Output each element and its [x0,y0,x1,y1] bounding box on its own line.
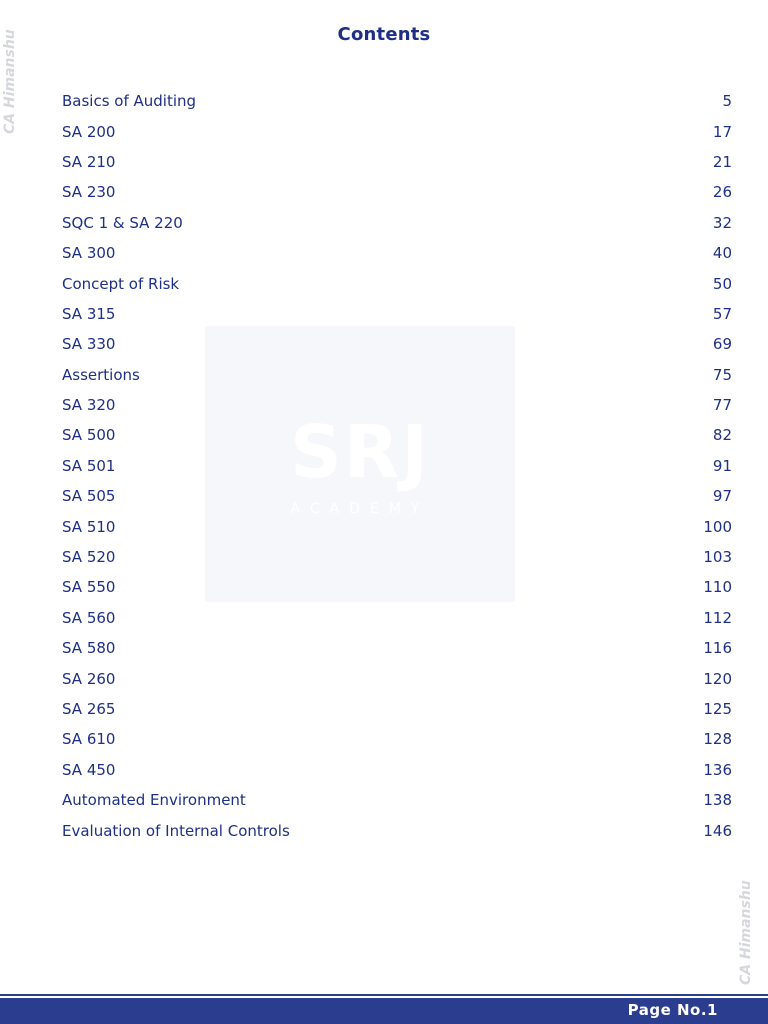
toc-entry[interactable] [62,815,732,845]
toc-entry-page: 112 [703,608,732,627]
side-watermark-right: CA Himanshu [738,880,754,985]
toc-entry-page: 103 [703,548,732,567]
toc-entry-page: 17 [712,122,732,141]
toc-entry[interactable] [62,390,732,420]
toc-entry[interactable] [62,360,732,390]
toc-entry-page: 128 [703,730,732,749]
toc-entry[interactable] [62,694,732,724]
toc-entry-page: 57 [712,304,732,323]
toc-entry[interactable] [62,511,732,541]
toc-entry[interactable] [62,147,732,177]
toc-entry[interactable] [62,208,732,238]
side-watermark-left: CA Himanshu [2,29,18,134]
toc-entry[interactable] [62,633,732,663]
toc-entry-page: 116 [703,639,732,658]
toc-entry-page: 125 [703,700,732,718]
toc-entry-page: 100 [703,517,732,536]
toc-entry-label: SA 550 [62,578,116,597]
toc-entry-page: 50 [712,274,732,293]
toc-entry[interactable] [62,785,732,815]
toc-entry-label: Evaluation of Internal Controls [62,821,290,840]
toc-entry-page: 32 [712,213,732,232]
footer-rule [0,994,768,996]
toc-entry[interactable] [62,177,732,207]
toc-entry[interactable] [62,481,732,511]
toc-entry-label: SA 200 [62,122,116,141]
toc-entry[interactable] [62,542,732,572]
toc-entry-label: Assertions [62,365,140,384]
page-title: Contents [337,24,431,45]
toc-entry-label: SA 450 [62,760,116,779]
footer-bar [0,998,768,1024]
toc-entry-label: SA 260 [62,669,116,688]
toc-entry-page: 120 [703,669,732,688]
toc-entry-label: SA 330 [62,335,116,354]
toc-entry-page: 21 [712,152,732,171]
toc-entry[interactable] [62,663,732,693]
toc-entry-page: 146 [703,821,732,840]
toc-entry[interactable] [62,116,732,146]
toc-entry-page: 97 [712,487,732,506]
toc-entry[interactable] [62,603,732,633]
toc-entry[interactable] [62,572,732,602]
toc-entry-page: 91 [712,456,732,475]
toc-entry-page: 26 [712,183,732,202]
toc-entry-label: SA 580 [62,639,116,658]
toc-entry-label: SA 210 [62,152,116,171]
toc-entry-label: SA 520 [62,548,116,567]
toc-entry-label: Concept of Risk [62,274,180,293]
toc-entry-page: 110 [703,578,732,597]
toc-entry[interactable] [62,268,732,298]
toc-entry-page: 136 [703,760,732,779]
watermark-sub-text: ACADEMY [290,501,430,517]
toc-entry[interactable] [62,755,732,785]
toc-entry[interactable] [62,299,732,329]
toc-entry-label: SA 500 [62,426,116,445]
toc-entry-label: SA 230 [62,183,116,202]
toc-entry-label: SA 300 [62,244,116,263]
toc-entry-label: SA 320 [62,396,116,415]
toc-entry-label: SA 315 [62,304,116,323]
watermark-logo-text: SRJ [289,410,431,494]
toc-entry-label: SA 560 [62,608,116,627]
toc-entry-page: 40 [712,244,732,263]
toc-entry-label: Basics of Auditing [62,92,197,111]
toc-entry[interactable] [62,238,732,268]
toc-entry-page: 138 [703,791,732,810]
toc-entry-page: 5 [722,92,732,111]
page-number: Page No.1 [627,1001,718,1019]
toc-entry-page: 82 [712,426,732,445]
table-of-contents [62,86,732,846]
toc-entry-label: SQC 1 & SA 220 [62,213,183,232]
toc-entry[interactable] [62,86,732,116]
toc-entry-label: Automated Environment [62,791,246,810]
toc-entry-label: SA 610 [62,730,116,749]
toc-entry[interactable] [62,451,732,481]
toc-entry-label: SA 505 [62,487,116,506]
toc-entry-label: SA 510 [62,517,116,536]
toc-entry-label: SA 501 [62,456,116,475]
toc-entry[interactable] [62,724,732,754]
toc-entry-page: 77 [712,396,732,415]
toc-entry-page: 69 [712,335,732,354]
toc-entry[interactable] [62,420,732,450]
toc-entry-label: SA 265 [62,700,116,718]
toc-entry[interactable] [62,329,732,359]
toc-entry-page: 75 [712,365,732,384]
